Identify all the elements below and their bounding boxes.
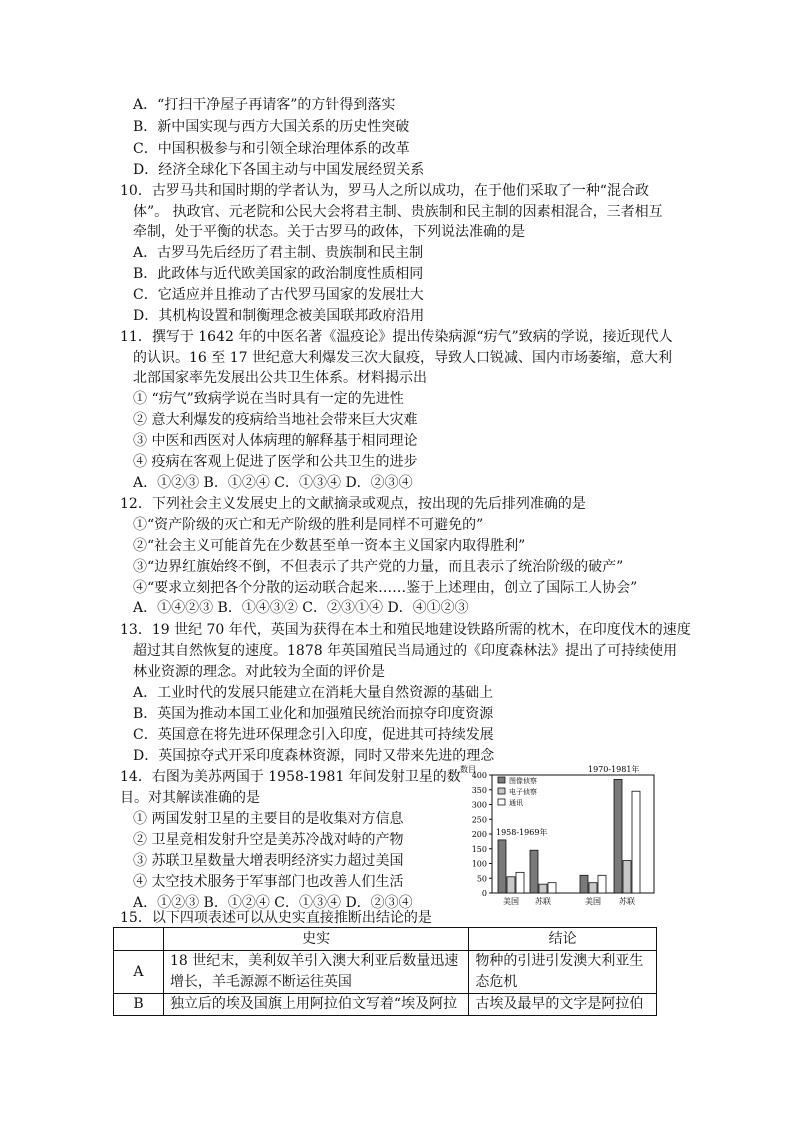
bar bbox=[614, 779, 622, 893]
y-tick-label: 350 bbox=[471, 785, 487, 795]
period-label-1958-1969: 1958-1969年 bbox=[496, 828, 548, 837]
bar bbox=[530, 850, 538, 893]
y-tick-label: 150 bbox=[471, 844, 487, 854]
y-tick-label: 50 bbox=[476, 874, 487, 884]
q10-stem-line2: 体”。 执政官、元老院和公民大会将君主制、贵族制和民主制的因素相混合，三者相互 bbox=[133, 204, 663, 220]
q12-item-3: ③“边界红旗始终不倒，不但表示了共产党的力量，而且表示了统治阶级的破产” bbox=[133, 559, 624, 575]
bar bbox=[580, 875, 588, 893]
q14-item-3: ③ 苏联卫星数量大增表明经济实力超过美国 bbox=[133, 853, 404, 869]
q14-stem-line1: 14．右图为美苏两国于 1958-1981 年间发射卫星的数 bbox=[120, 769, 461, 785]
bar bbox=[516, 872, 524, 893]
q15-stem: 15．以下四项表述可以从史实直接推断出结论的是 bbox=[120, 910, 432, 926]
q11-stem-line3: 北部国家率先发展出公共卫生体系。材料揭示出 bbox=[133, 370, 427, 386]
bar bbox=[598, 875, 606, 893]
y-tick-label: 300 bbox=[471, 800, 487, 810]
q11-item-2: ② 意大利爆发的疫病给当地社会带来巨大灾难 bbox=[133, 412, 418, 428]
bar bbox=[589, 883, 597, 893]
q13-option-b: B．英国为推动本国工业化和加强殖民统治而掠夺印度资源 bbox=[133, 706, 494, 722]
satellite-launch-chart bbox=[458, 763, 658, 913]
table-header-row bbox=[114, 928, 657, 951]
legend-swatch bbox=[498, 788, 505, 794]
row-fact-line: 增长，羊毛源源不断运往英国 bbox=[169, 974, 352, 990]
q12-item-1: ①“资产阶级的灭亡和无产阶级的胜利是同样不可避免的” bbox=[133, 517, 484, 533]
y-tick-label: 400 bbox=[471, 771, 487, 780]
bar bbox=[507, 877, 515, 893]
x-tick-label: 苏联 bbox=[619, 897, 635, 906]
y-tick-label: 200 bbox=[471, 830, 487, 839]
y-tick-label: 0 bbox=[481, 889, 487, 898]
q9-option-c: C．中国积极参与和引领全球治理体系的改革 bbox=[133, 141, 410, 157]
table-row bbox=[114, 994, 657, 1016]
q14-answers: A．①②③ B．①②④ C．①③④ D．②③④ bbox=[133, 895, 413, 911]
y-tick-label: 100 bbox=[471, 859, 487, 869]
x-tick-label: 美国 bbox=[585, 897, 601, 906]
q13-stem-line3: 林业资源的理念。对此较为全面的评价是 bbox=[133, 664, 385, 680]
q13-stem-line1: 13．19 世纪 70 年代，英国为获得在本土和殖民地建设铁路所需的枕木，在印度伐木的速度 bbox=[120, 622, 691, 638]
q9-option-b: B．新中国实现与西方大国关系的历史性突破 bbox=[133, 119, 410, 135]
row-fact-line: 18 世纪末，美利奴羊引入澳大利亚后数量迅速 bbox=[169, 953, 459, 969]
q14-item-4: ④ 太空技术服务于军事部门也改善人们生活 bbox=[133, 874, 404, 890]
q14-stem-line2: 目。对其解读准确的是 bbox=[120, 790, 260, 806]
q13-option-a: A．工业时代的发展只能建立在消耗大量自然资源的基础上 bbox=[133, 685, 494, 701]
x-tick-label: 美国 bbox=[503, 897, 519, 906]
bar bbox=[548, 883, 556, 893]
bar bbox=[623, 861, 631, 893]
q11-item-3: ③ 中医和西医对人体病理的解释基于相同理论 bbox=[133, 433, 418, 449]
q11-answers: A．①②③ B．①②④ C．①③④ D．②③④ bbox=[133, 475, 413, 491]
row-conclusion bbox=[469, 994, 657, 1016]
q12-answers: A．①④②③ B．①④③② C．②③①④ D．④①②③ bbox=[133, 600, 469, 616]
q14-item-1: ① 两国发射卫星的主要目的是收集对方信息 bbox=[133, 811, 404, 827]
row-conclusion-line: 物种的引进引发澳大利亚生 bbox=[475, 953, 644, 969]
y-axis-label: 数目 bbox=[460, 765, 476, 774]
row-conclusion-line: 古埃及最早的文字是阿拉伯 bbox=[475, 996, 644, 1012]
table-header-fact: 史实 bbox=[163, 928, 468, 951]
legend-label: 图像侦察 bbox=[509, 777, 537, 785]
q11-stem-line1: 11．撰写于 1642 年的中医名著《温疫论》提出传染病源“疠气”致病的学说，接近现代人 bbox=[120, 329, 673, 345]
q12-item-4: ④“要求立刻把各个分散的运动联合起来……鉴于上述理由，创立了国际工人协会” bbox=[133, 580, 638, 596]
table-header-empty bbox=[114, 928, 164, 951]
q11-item-4: ④ 疫病在客观上促进了医学和公共卫生的进步 bbox=[133, 454, 418, 470]
q12-stem: 12．下列社会主义发展史上的文献摘录或观点，按出现的先后排列准确的是 bbox=[120, 496, 586, 512]
x-tick-label: 苏联 bbox=[535, 897, 551, 906]
q10-option-a: A．古罗马先后经历了君主制、贵族制和民主制 bbox=[133, 245, 424, 261]
bar bbox=[632, 791, 640, 893]
q12-item-2: ②“社会主义可能首先在少数甚至单一资本主义国家内取得胜利” bbox=[133, 538, 526, 554]
q10-option-b: B．此政体与近代欧美国家的政治制度性质相同 bbox=[133, 266, 424, 282]
q15-table bbox=[113, 927, 657, 1016]
row-conclusion bbox=[469, 951, 657, 994]
legend-label: 电子侦察 bbox=[509, 788, 537, 796]
bar bbox=[539, 884, 547, 893]
row-conclusion-line: 态危机 bbox=[475, 974, 518, 990]
row-label: A bbox=[114, 951, 164, 994]
row-fact bbox=[163, 951, 468, 994]
period-label-1970-1981: 1970-1981年 bbox=[588, 765, 640, 774]
row-label: B bbox=[114, 994, 164, 1016]
table-header-conclusion: 结论 bbox=[469, 928, 657, 951]
q10-stem-line1: 10．古罗马共和国时期的学者认为，罗马人之所以成功，在于他们采取了一种“混合政 bbox=[120, 183, 649, 199]
bar bbox=[498, 840, 506, 893]
row-fact-line: 独立后的埃及国旗上用阿拉伯文写着“埃及阿拉 bbox=[169, 996, 458, 1012]
legend-label: 通讯 bbox=[509, 799, 523, 807]
q11-item-1: ① “疠气”致病学说在当时具有一定的先进性 bbox=[133, 391, 404, 407]
q11-stem-line2: 的认识。16 至 17 世纪意大利爆发三次大鼠疫，导致人口锐减、国内市场萎缩，意大利 bbox=[133, 350, 672, 366]
q13-option-d: D．英国掠夺式开采印度森林资源，同时又带来先进的理念 bbox=[133, 748, 495, 764]
q13-option-c: C．英国意在将先进环保理念引入印度，促进其可持续发展 bbox=[133, 727, 494, 743]
q14-item-2: ② 卫星竞相发射升空是美苏冷战对峙的产物 bbox=[133, 832, 404, 848]
row-fact bbox=[163, 994, 468, 1016]
q10-option-c: C．它适应并且推动了古代罗马国家的发展壮大 bbox=[133, 287, 424, 303]
legend-swatch bbox=[498, 799, 505, 805]
q13-stem-line2: 超过其自然恢复的速度。1878 年英国殖民当局通过的《印度森林法》提出了可持续使用 bbox=[133, 643, 678, 659]
legend-swatch bbox=[498, 777, 505, 783]
q9-option-a: A．“打扫干净屋子再请客”的方针得到落实 bbox=[133, 97, 396, 113]
q10-option-d: D．其机构设置和制衡理念被美国联邦政府沿用 bbox=[133, 308, 425, 324]
y-tick-label: 250 bbox=[471, 815, 487, 825]
table-row bbox=[114, 951, 657, 994]
q10-stem-line3: 牵制，处于平衡的状态。关于古罗马的政体，下列说法准确的是 bbox=[133, 224, 525, 240]
q9-option-d: D．经济全球化下各国主动与中国发展经贸关系 bbox=[133, 162, 425, 178]
